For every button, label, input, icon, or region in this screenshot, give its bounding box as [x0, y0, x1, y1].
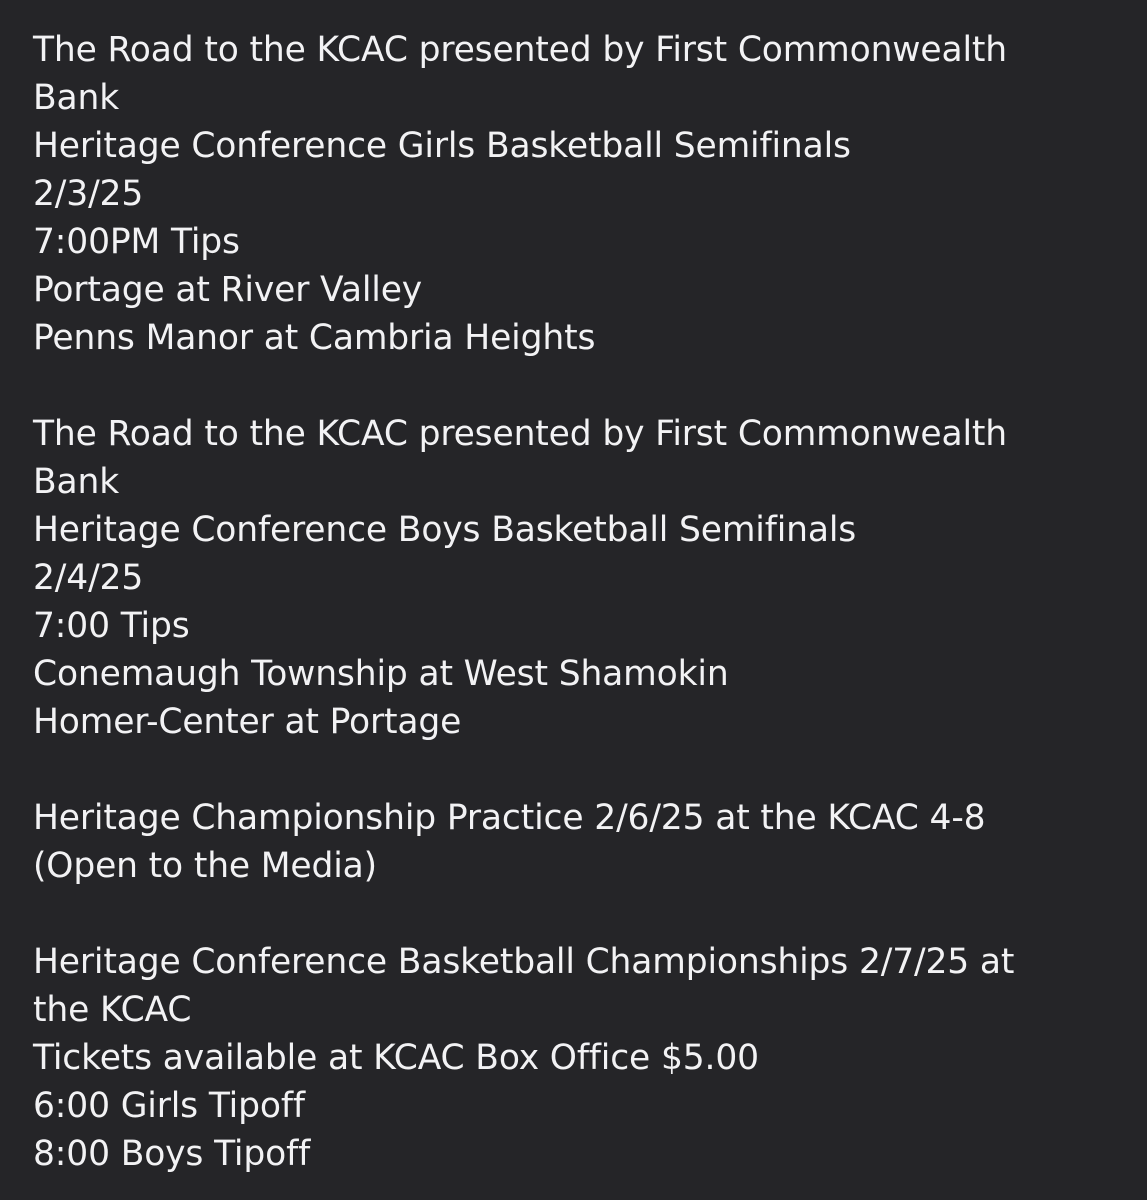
- note-line: 7:00 Tips: [33, 606, 190, 646]
- note-line: The Road to the KCAC presented by First Commonwealth: [33, 30, 1007, 70]
- note-line: 6:00 Girls Tipoff: [33, 1086, 305, 1126]
- note-line: Portage at River Valley: [33, 270, 423, 310]
- note-line: Bank: [33, 462, 120, 502]
- note-line: Heritage Conference Boys Basketball Semifinals: [33, 510, 857, 550]
- blank-line: [33, 890, 1123, 938]
- girls-semifinals-block: [33, 26, 1123, 362]
- note-line: 7:00PM Tips: [33, 222, 240, 262]
- note-line: 2/4/25: [33, 558, 144, 598]
- note-line: Conemaugh Township at West Shamokin: [33, 654, 729, 694]
- note-line: The Road to the KCAC presented by First Commonwealth: [33, 414, 1007, 454]
- note-line: Heritage Championship Practice 2/6/25 at the KCAC 4-8: [33, 798, 986, 838]
- note-line: Tickets available at KCAC Box Office $5.00: [33, 1038, 759, 1078]
- note-line: (Open to the Media): [33, 846, 377, 886]
- note-line: 2/3/25: [33, 174, 144, 214]
- blank-line: [33, 746, 1123, 794]
- note-body[interactable]: [33, 26, 1123, 1178]
- boys-semifinals-block: [33, 410, 1123, 746]
- note-line: Homer-Center at Portage: [33, 702, 462, 742]
- note-line: Heritage Conference Basketball Championships 2/7/25 at: [33, 942, 1015, 982]
- note-line: 8:00 Boys Tipoff: [33, 1134, 311, 1174]
- note-line: the KCAC: [33, 990, 192, 1030]
- championships-block: [33, 938, 1123, 1178]
- blank-line: [33, 362, 1123, 410]
- note-line: Penns Manor at Cambria Heights: [33, 318, 596, 358]
- note-line: Heritage Conference Girls Basketball Semifinals: [33, 126, 851, 166]
- note-line: Bank: [33, 78, 120, 118]
- practice-block: [33, 794, 1123, 890]
